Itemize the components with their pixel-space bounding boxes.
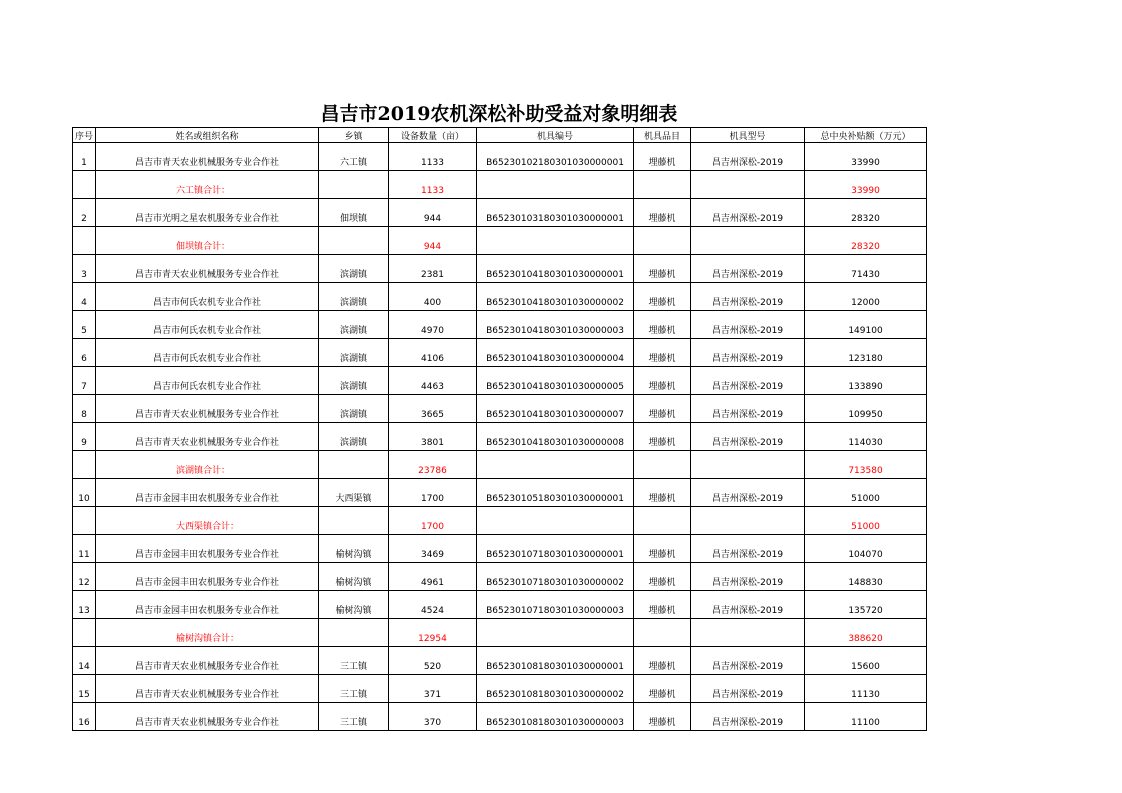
cell-qty: 3801 xyxy=(389,423,477,451)
cell-town: 榆树沟镇 xyxy=(319,591,389,619)
cell-name: 昌吉市光明之星农机服务专业合作社 xyxy=(96,199,319,227)
cell-item: 埋藤机 xyxy=(634,311,691,339)
cell-model: 昌吉州深松-2019 xyxy=(691,283,805,311)
cell-total: 123180 xyxy=(805,339,927,367)
subtotal-cell-model xyxy=(691,507,805,535)
cell-name: 昌吉市何氏农机专业合作社 xyxy=(96,339,319,367)
table-row xyxy=(73,563,927,591)
cell-qty: 4106 xyxy=(389,339,477,367)
cell-seq: 10 xyxy=(73,479,96,507)
cell-total: 135720 xyxy=(805,591,927,619)
cell-item: 埋藤机 xyxy=(634,563,691,591)
cell-name: 昌吉市青天农业机械服务专业合作社 xyxy=(96,143,319,171)
table-row xyxy=(73,423,927,451)
subtotal-cell-item xyxy=(634,227,691,255)
subtotal-row xyxy=(73,507,927,535)
cell-item: 埋藤机 xyxy=(634,143,691,171)
cell-total: 15600 xyxy=(805,647,927,675)
header-seq: 序号 xyxy=(73,128,96,143)
cell-seq: 14 xyxy=(73,647,96,675)
cell-name: 昌吉市金园丰田农机服务专业合作社 xyxy=(96,535,319,563)
table-row xyxy=(73,535,927,563)
subtotal-cell-qty: 944 xyxy=(389,227,477,255)
cell-qty: 371 xyxy=(389,675,477,703)
header-total: 总中央补贴额（万元） xyxy=(805,128,927,143)
cell-model: 昌吉州深松-2019 xyxy=(691,255,805,283)
cell-model: 昌吉州深松-2019 xyxy=(691,143,805,171)
cell-item: 埋藤机 xyxy=(634,647,691,675)
cell-code: B65230102180301030000001 xyxy=(477,143,634,171)
table-row xyxy=(73,311,927,339)
cell-town: 榆树沟镇 xyxy=(319,535,389,563)
subtotal-cell-code xyxy=(477,227,634,255)
cell-item: 埋藤机 xyxy=(634,703,691,731)
subtotal-row xyxy=(73,619,927,647)
cell-code: B65230103180301030000001 xyxy=(477,199,634,227)
table-row xyxy=(73,199,927,227)
table-row xyxy=(73,479,927,507)
cell-code: B65230104180301030000003 xyxy=(477,311,634,339)
cell-item: 埋藤机 xyxy=(634,675,691,703)
cell-town: 佃坝镇 xyxy=(319,199,389,227)
subtotal-cell-qty: 23786 xyxy=(389,451,477,479)
cell-total: 51000 xyxy=(805,479,927,507)
table-row xyxy=(73,283,927,311)
cell-town: 三工镇 xyxy=(319,647,389,675)
cell-town: 滨湖镇 xyxy=(319,339,389,367)
cell-item: 埋藤机 xyxy=(634,535,691,563)
cell-name: 昌吉市青天农业机械服务专业合作社 xyxy=(96,423,319,451)
cell-town: 滨湖镇 xyxy=(319,395,389,423)
cell-total: 114030 xyxy=(805,423,927,451)
subtotal-cell-name: 滨湖镇合计： xyxy=(96,451,319,479)
cell-total: 28320 xyxy=(805,199,927,227)
cell-seq: 4 xyxy=(73,283,96,311)
cell-name: 昌吉市青天农业机械服务专业合作社 xyxy=(96,647,319,675)
cell-qty: 4463 xyxy=(389,367,477,395)
subtotal-cell-code xyxy=(477,507,634,535)
cell-model: 昌吉州深松-2019 xyxy=(691,535,805,563)
subtotal-cell-qty: 12954 xyxy=(389,619,477,647)
cell-seq: 2 xyxy=(73,199,96,227)
cell-model: 昌吉州深松-2019 xyxy=(691,591,805,619)
cell-item: 埋藤机 xyxy=(634,283,691,311)
cell-model: 昌吉州深松-2019 xyxy=(691,423,805,451)
cell-item: 埋藤机 xyxy=(634,199,691,227)
subtotal-cell-seq xyxy=(73,619,96,647)
cell-total: 11100 xyxy=(805,703,927,731)
cell-town: 六工镇 xyxy=(319,143,389,171)
cell-item: 埋藤机 xyxy=(634,423,691,451)
cell-code: B65230108180301030000001 xyxy=(477,647,634,675)
cell-seq: 8 xyxy=(73,395,96,423)
cell-code: B65230104180301030000005 xyxy=(477,367,634,395)
cell-code: B65230104180301030000002 xyxy=(477,283,634,311)
cell-town: 滨湖镇 xyxy=(319,311,389,339)
subtotal-cell-town xyxy=(319,227,389,255)
subtotal-cell-name: 榆树沟镇合计： xyxy=(96,619,319,647)
cell-qty: 1133 xyxy=(389,143,477,171)
subtotal-cell-model xyxy=(691,227,805,255)
table-row xyxy=(73,255,927,283)
cell-code: B65230107180301030000001 xyxy=(477,535,634,563)
cell-name: 昌吉市何氏农机专业合作社 xyxy=(96,311,319,339)
cell-name: 昌吉市金园丰田农机服务专业合作社 xyxy=(96,591,319,619)
subtotal-cell-name: 佃坝镇合计： xyxy=(96,227,319,255)
cell-model: 昌吉州深松-2019 xyxy=(691,339,805,367)
subtotal-cell-item xyxy=(634,507,691,535)
table-row xyxy=(73,591,927,619)
page-title: 昌吉市2019农机深松补助受益对象明细表 xyxy=(320,103,678,125)
subtotal-cell-model xyxy=(691,451,805,479)
cell-total: 149100 xyxy=(805,311,927,339)
cell-total: 109950 xyxy=(805,395,927,423)
subtotal-cell-total: 713580 xyxy=(805,451,927,479)
table-row xyxy=(73,143,927,171)
cell-total: 133890 xyxy=(805,367,927,395)
cell-code: B65230104180301030000001 xyxy=(477,255,634,283)
cell-total: 148830 xyxy=(805,563,927,591)
table-row xyxy=(73,647,927,675)
cell-seq: 16 xyxy=(73,703,96,731)
cell-town: 滨湖镇 xyxy=(319,423,389,451)
subtotal-cell-code xyxy=(477,451,634,479)
cell-model: 昌吉州深松-2019 xyxy=(691,647,805,675)
cell-model: 昌吉州深松-2019 xyxy=(691,479,805,507)
subtotal-cell-town xyxy=(319,507,389,535)
subtotal-cell-item xyxy=(634,451,691,479)
cell-qty: 2381 xyxy=(389,255,477,283)
subtotal-cell-qty: 1700 xyxy=(389,507,477,535)
cell-town: 滨湖镇 xyxy=(319,283,389,311)
cell-qty: 1700 xyxy=(389,479,477,507)
cell-seq: 12 xyxy=(73,563,96,591)
table-row xyxy=(73,675,927,703)
cell-total: 12000 xyxy=(805,283,927,311)
subtotal-cell-town xyxy=(319,619,389,647)
table-row xyxy=(73,367,927,395)
cell-seq: 13 xyxy=(73,591,96,619)
cell-seq: 9 xyxy=(73,423,96,451)
cell-item: 埋藤机 xyxy=(634,255,691,283)
subtotal-cell-model xyxy=(691,619,805,647)
cell-qty: 3469 xyxy=(389,535,477,563)
cell-town: 三工镇 xyxy=(319,703,389,731)
header-code: 机具编号 xyxy=(477,128,634,143)
cell-item: 埋藤机 xyxy=(634,591,691,619)
cell-qty: 4970 xyxy=(389,311,477,339)
cell-qty: 4524 xyxy=(389,591,477,619)
cell-qty: 520 xyxy=(389,647,477,675)
cell-name: 昌吉市金园丰田农机服务专业合作社 xyxy=(96,479,319,507)
cell-total: 71430 xyxy=(805,255,927,283)
subtotal-cell-total: 388620 xyxy=(805,619,927,647)
cell-name: 昌吉市青天农业机械服务专业合作社 xyxy=(96,703,319,731)
subsidy-detail-table xyxy=(72,127,927,731)
cell-code: B65230104180301030000008 xyxy=(477,423,634,451)
subtotal-cell-total: 51000 xyxy=(805,507,927,535)
subtotal-cell-qty: 1133 xyxy=(389,171,477,199)
cell-item: 埋藤机 xyxy=(634,479,691,507)
table-header-row xyxy=(73,128,927,143)
cell-code: B65230104180301030000007 xyxy=(477,395,634,423)
cell-qty: 4961 xyxy=(389,563,477,591)
header-town: 乡镇 xyxy=(319,128,389,143)
subtotal-cell-total: 33990 xyxy=(805,171,927,199)
subtotal-cell-seq xyxy=(73,451,96,479)
subtotal-row xyxy=(73,451,927,479)
cell-seq: 11 xyxy=(73,535,96,563)
header-qty: 设备数量（亩） xyxy=(389,128,477,143)
cell-seq: 5 xyxy=(73,311,96,339)
table-row xyxy=(73,703,927,731)
subtotal-cell-model xyxy=(691,171,805,199)
cell-item: 埋藤机 xyxy=(634,339,691,367)
table-body xyxy=(73,143,927,731)
cell-model: 昌吉州深松-2019 xyxy=(691,563,805,591)
subtotal-cell-seq xyxy=(73,507,96,535)
cell-total: 104070 xyxy=(805,535,927,563)
cell-qty: 400 xyxy=(389,283,477,311)
subtotal-cell-name: 六工镇合计： xyxy=(96,171,319,199)
subtotal-cell-town xyxy=(319,451,389,479)
cell-seq: 1 xyxy=(73,143,96,171)
cell-model: 昌吉州深松-2019 xyxy=(691,367,805,395)
header-name: 姓名或组织名称 xyxy=(96,128,319,143)
cell-qty: 370 xyxy=(389,703,477,731)
cell-code: B65230104180301030000004 xyxy=(477,339,634,367)
cell-town: 大西渠镇 xyxy=(319,479,389,507)
subtotal-row xyxy=(73,171,927,199)
cell-model: 昌吉州深松-2019 xyxy=(691,675,805,703)
subtotal-cell-code xyxy=(477,171,634,199)
cell-model: 昌吉州深松-2019 xyxy=(691,311,805,339)
subtotal-cell-code xyxy=(477,619,634,647)
cell-name: 昌吉市青天农业机械服务专业合作社 xyxy=(96,255,319,283)
header-model: 机具型号 xyxy=(691,128,805,143)
cell-name: 昌吉市青天农业机械服务专业合作社 xyxy=(96,395,319,423)
cell-town: 滨湖镇 xyxy=(319,255,389,283)
cell-name: 昌吉市青天农业机械服务专业合作社 xyxy=(96,675,319,703)
cell-total: 11130 xyxy=(805,675,927,703)
cell-code: B65230105180301030000001 xyxy=(477,479,634,507)
subtotal-cell-seq xyxy=(73,227,96,255)
cell-town: 滨湖镇 xyxy=(319,367,389,395)
cell-name: 昌吉市何氏农机专业合作社 xyxy=(96,283,319,311)
subtotal-cell-total: 28320 xyxy=(805,227,927,255)
cell-town: 榆树沟镇 xyxy=(319,563,389,591)
cell-seq: 15 xyxy=(73,675,96,703)
cell-code: B65230107180301030000002 xyxy=(477,563,634,591)
cell-item: 埋藤机 xyxy=(634,395,691,423)
cell-item: 埋藤机 xyxy=(634,367,691,395)
cell-seq: 7 xyxy=(73,367,96,395)
cell-seq: 6 xyxy=(73,339,96,367)
header-item: 机具品目 xyxy=(634,128,691,143)
cell-code: B65230108180301030000003 xyxy=(477,703,634,731)
cell-total: 33990 xyxy=(805,143,927,171)
cell-town: 三工镇 xyxy=(319,675,389,703)
subtotal-cell-item xyxy=(634,171,691,199)
table-row xyxy=(73,339,927,367)
subtotal-cell-town xyxy=(319,171,389,199)
cell-code: B65230108180301030000002 xyxy=(477,675,634,703)
cell-code: B65230107180301030000003 xyxy=(477,591,634,619)
cell-name: 昌吉市何氏农机专业合作社 xyxy=(96,367,319,395)
cell-model: 昌吉州深松-2019 xyxy=(691,395,805,423)
table-row xyxy=(73,395,927,423)
cell-model: 昌吉州深松-2019 xyxy=(691,199,805,227)
cell-seq: 3 xyxy=(73,255,96,283)
subtotal-cell-name: 大西渠镇合计： xyxy=(96,507,319,535)
cell-model: 昌吉州深松-2019 xyxy=(691,703,805,731)
subtotal-cell-item xyxy=(634,619,691,647)
cell-qty: 944 xyxy=(389,199,477,227)
subtotal-cell-seq xyxy=(73,171,96,199)
subtotal-row xyxy=(73,227,927,255)
cell-qty: 3665 xyxy=(389,395,477,423)
cell-name: 昌吉市金园丰田农机服务专业合作社 xyxy=(96,563,319,591)
